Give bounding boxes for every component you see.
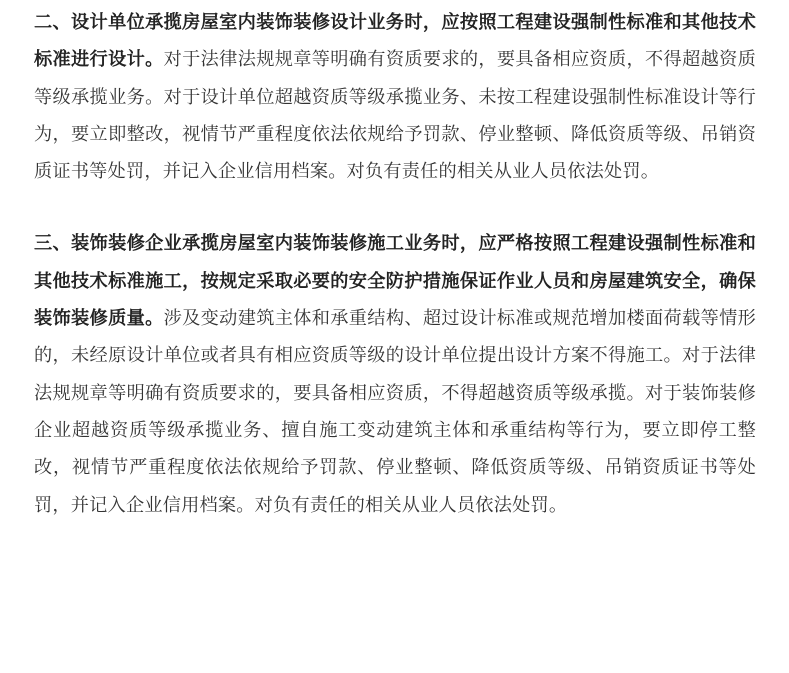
paragraph-decoration-enterprises xyxy=(34,225,756,523)
paragraph-body-text: 涉及变动建筑主体和承重结构、超过设计标准或规范增加楼面荷载等情形的，未经原设计单位或者具有相应资质等级的设计单位提出设计方案不得施工。对于法律法规规章等明确有资质要求的，要具备相应资质，不得超越资质等级承揽。对于装饰装修企业超越资质等级承揽业务、擅自施工变动建筑主体和承重结构等行为，要立即停工整改，视情节严重程度依法依规给予罚款、停业整顿、降低资质等级、吊销资质证书等处罚，并记入企业信用档案。对负有责任的相关从业人员依法处罚。 xyxy=(34,308,757,516)
paragraph-design-units xyxy=(34,4,756,190)
paragraph-body-text: 对于法律法规规章等明确有资质要求的，要具备相应资质，不得超越资质等级承揽业务。对于设计单位超越资质等级承揽业务、未按工程建设强制性标准设计等行为，要立即整改，视情节严重程度依法依规给予罚款、停业整顿、降低资质等级、吊销资质证书等处罚，并记入企业信用档案。对负有责任的相关从业人员依法处罚。 xyxy=(34,49,757,183)
paragraph-lead-bold: 三、装饰装修企业承揽房屋室内装饰装修施工业务时，应严格按照工程建设强制性标准和其他技术标准施工，按规定采取必要的安全防护措施保证作业人员和房屋建筑安全，确保装饰装修质量。 xyxy=(34,233,756,330)
paragraph-lead-bold: 二、设计单位承揽房屋室内装饰装修设计业务时，应按照工程建设强制性标准和其他技术标准进行设计。 xyxy=(34,12,756,71)
